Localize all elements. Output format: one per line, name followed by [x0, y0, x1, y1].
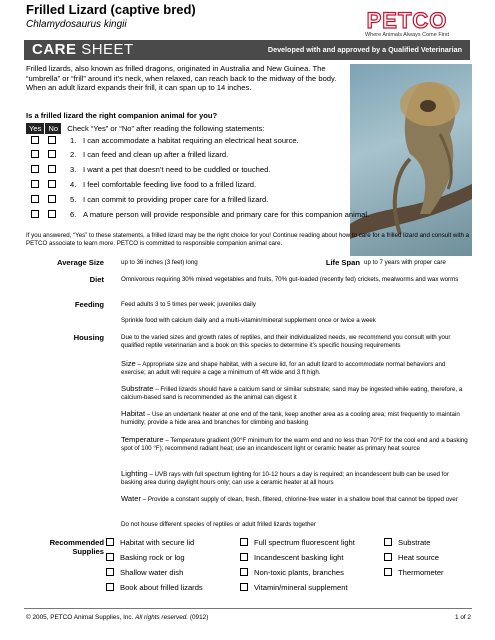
logo-word: PETCO	[366, 8, 448, 33]
housing-substrate	[121, 385, 471, 402]
item-text: I can accommodate a habitat requiring an electrical heat source.	[83, 136, 299, 145]
checklist-item	[26, 150, 228, 159]
supply-checkbox[interactable]	[384, 568, 392, 576]
item-number: 5.	[70, 195, 77, 204]
supply-checkbox[interactable]	[240, 583, 248, 591]
no-checkbox[interactable]	[48, 165, 56, 173]
supplies-label-line-2: Supplies	[72, 547, 104, 556]
size-text: – Appropriate size and shape habitat, with a secure lid, for an adult lizard to accommodate normal behaviors and exercise; an adult will require a cage a minimum of 4ft wide and 3 ft high.	[121, 361, 446, 376]
yes-checkbox[interactable]	[31, 210, 39, 218]
lighting-text: – UVB rays with full spectrum lighting for 10-12 hours a day is required; an incandescent bulb can be used for basking area during daylight hours only; can use a ceramic heater at all hours	[121, 471, 449, 486]
supply-label: Thermometer	[398, 568, 444, 577]
copyright-text: © 2005, PETCO Animal Supplies, Inc.	[26, 614, 134, 621]
logo-tagline: Where Animals Always Come First	[364, 32, 450, 38]
housing-label: Housing	[73, 333, 104, 342]
supply-item	[106, 538, 194, 547]
housing-habitat	[121, 410, 471, 427]
item-number: 3.	[70, 165, 77, 174]
suitability-question: Is a frilled lizard the right companion animal for you?	[26, 111, 218, 120]
supply-item	[240, 583, 348, 592]
item-text: I feel comfortable feeding live food to a frilled lizard.	[83, 180, 257, 189]
supply-label: Habitat with secure lid	[120, 538, 195, 547]
checklist-item	[26, 165, 270, 174]
item-text: I can feed and clean up after a frilled lizard.	[83, 150, 229, 159]
average-size-value: up to 36 inches (3 feet) long	[121, 259, 198, 266]
no-checkbox[interactable]	[48, 150, 56, 158]
supply-label: Substrate	[398, 538, 431, 547]
yes-checkbox[interactable]	[31, 195, 39, 203]
diet-label: Diet	[89, 275, 104, 284]
checklist-instruction: Check “Yes” or “No” after reading the following statements:	[67, 124, 265, 133]
feeding-label: Feeding	[74, 300, 104, 309]
yes-checkbox[interactable]	[31, 150, 39, 158]
water-text: – Provide a constant supply of clean, fresh, filtered, chlorine-free water in a shallow bowl that cannot be tipped over	[140, 496, 458, 503]
checklist-header	[26, 123, 264, 134]
scientific-name: Chlamydosaurus kingii	[26, 19, 127, 30]
item-number: 2.	[70, 150, 77, 159]
temperature-heading: Temperature	[121, 435, 164, 444]
document-code: (0912)	[189, 614, 209, 621]
no-checkbox[interactable]	[48, 180, 56, 188]
habitat-text: – Use an undertank heater at one end of the tank, keep another area as a cooling area; mist frequently to maintain humidity; provide a hide area and branches for climbing and basking	[121, 411, 460, 426]
item-number: 6.	[70, 210, 77, 219]
checklist-item	[26, 180, 256, 189]
page-number: 1 of 2	[455, 614, 471, 621]
banner-sheet: SHEET	[81, 41, 134, 58]
supply-checkbox[interactable]	[106, 553, 114, 561]
lighting-heading: Lighting	[121, 469, 148, 478]
substrate-heading: Substrate	[121, 384, 154, 393]
item-text: I can commit to providing proper care for a frilled lizard.	[83, 195, 269, 204]
feeding-text-1: Feed adults 3 to 5 times per week; juveniles daily	[121, 301, 256, 308]
rights-text: All rights reserved.	[135, 614, 189, 621]
supply-checkbox[interactable]	[384, 553, 392, 561]
habitat-heading: Habitat	[121, 409, 146, 418]
supply-label: Incandescent basking light	[254, 553, 344, 562]
no-checkbox[interactable]	[48, 136, 56, 144]
water-heading: Water	[121, 494, 141, 503]
life-span-value: up to 7 years with proper care	[364, 259, 446, 266]
no-column-header: No	[45, 123, 61, 134]
supply-label: Heat source	[398, 553, 439, 562]
yes-checkbox[interactable]	[31, 165, 39, 173]
supply-checkbox[interactable]	[384, 538, 392, 546]
footer-divider	[24, 608, 472, 609]
item-text: I want a pet that doesn’t need to be cuddled or touched.	[83, 165, 271, 174]
supplies-label-line-1: Recommended	[49, 538, 104, 547]
supply-item	[384, 553, 439, 562]
supply-label: Book about frilled lizards	[120, 583, 203, 592]
housing-water	[121, 495, 471, 504]
supply-label: Basking rock or log	[120, 553, 185, 562]
banner-care: CARE	[32, 41, 77, 58]
checklist-item	[26, 210, 369, 219]
diet-text: Omnivorous requiring 30% mixed vegetables and fruits, 70% gut-loaded (recently fed) crickets, mealworms and wax worms	[121, 276, 459, 283]
item-number: 1.	[70, 136, 77, 145]
checklist-item	[26, 136, 299, 145]
supply-item	[106, 553, 185, 562]
if-you-answered-paragraph: If you answered, “Yes” to these statements, a frilled lizard may be the right choice for you! Continue reading about how to care for a frilled lizard and consult with a PETCO associate to learn more. PETCO is committed to responsible companion animal care.	[26, 232, 470, 247]
substrate-text: – Frilled lizards should have a calcium sand or similar substrate; sand may be ingested while eating, therefore, a calcium-based sand is recommended as the animal can digest it	[121, 386, 463, 401]
petco-logo	[345, 8, 469, 38]
housing-lighting	[121, 470, 471, 487]
supply-item	[384, 568, 444, 577]
item-number: 4.	[70, 180, 77, 189]
yes-column-header: Yes	[26, 123, 44, 134]
copyright	[26, 614, 208, 621]
supply-label: Non-toxic plants, branches	[254, 568, 344, 577]
supply-checkbox[interactable]	[106, 583, 114, 591]
supply-item	[240, 538, 355, 547]
intro-paragraph: Frilled lizards, also known as frilled dragons, originated in Australia and New Guinea. The “umbrella” or “frill” around it’s neck, when relaxed, can reach back to the midway of the body. When an adult lizard expands their frill, it can span up to 14 inches.	[26, 64, 337, 93]
housing-temperature	[121, 436, 471, 453]
supply-checkbox[interactable]	[240, 568, 248, 576]
supply-item	[240, 553, 344, 562]
supply-checkbox[interactable]	[240, 538, 248, 546]
checklist-item	[26, 195, 268, 204]
supply-checkbox[interactable]	[106, 568, 114, 576]
feeding-text-2: Sprinkle food with calcium daily and a multi-vitamin/mineral supplement once or twice a week	[121, 317, 376, 324]
housing-size	[121, 360, 471, 377]
supply-item	[384, 538, 431, 547]
recommended-supplies-label	[20, 538, 104, 556]
supply-item	[240, 568, 344, 577]
supply-item	[106, 583, 203, 592]
supply-checkbox[interactable]	[106, 538, 114, 546]
housing-intro: Due to the varied sizes and growth rates of reptiles, and their individualized needs, we recommend you consult with your qualified reptile veterinarian and a book on this species to determine it’s specific housing requirements	[121, 334, 451, 349]
yes-checkbox[interactable]	[31, 136, 39, 144]
no-checkbox[interactable]	[48, 210, 56, 218]
item-text: A mature person will provide responsible and primary care for this companion animal.	[83, 210, 370, 219]
supply-label: Shallow water dish	[120, 568, 184, 577]
no-checkbox[interactable]	[48, 195, 56, 203]
size-heading: Size	[121, 359, 136, 368]
supply-checkbox[interactable]	[240, 553, 248, 561]
temperature-text: – Temperature gradient (90°F minimum for the warm end and no less than 70°F for the cool end and a basking spot of 100 °F); recommend radiant heat; use an incandescent light or ceramic heater as primary heat source	[121, 437, 468, 452]
supply-label: Full spectrum fluorescent light	[254, 538, 355, 547]
life-span-label: Life Span	[325, 258, 360, 267]
supply-item	[106, 568, 183, 577]
banner-title	[32, 41, 134, 58]
page-title: Frilled Lizard (captive bred)	[26, 2, 196, 17]
housing-warning: Do not house different species of reptiles or adult frilled lizards together	[121, 521, 316, 528]
lizard-illustration	[350, 64, 472, 256]
banner-approval: Developed with and approved by a Qualified Veterinarian	[267, 45, 462, 54]
frilled-lizard-photo	[350, 64, 472, 256]
average-size-label: Average Size	[57, 258, 104, 267]
supply-label: Vitamin/mineral supplement	[254, 583, 348, 592]
yes-checkbox[interactable]	[31, 180, 39, 188]
care-sheet-banner	[24, 40, 470, 60]
